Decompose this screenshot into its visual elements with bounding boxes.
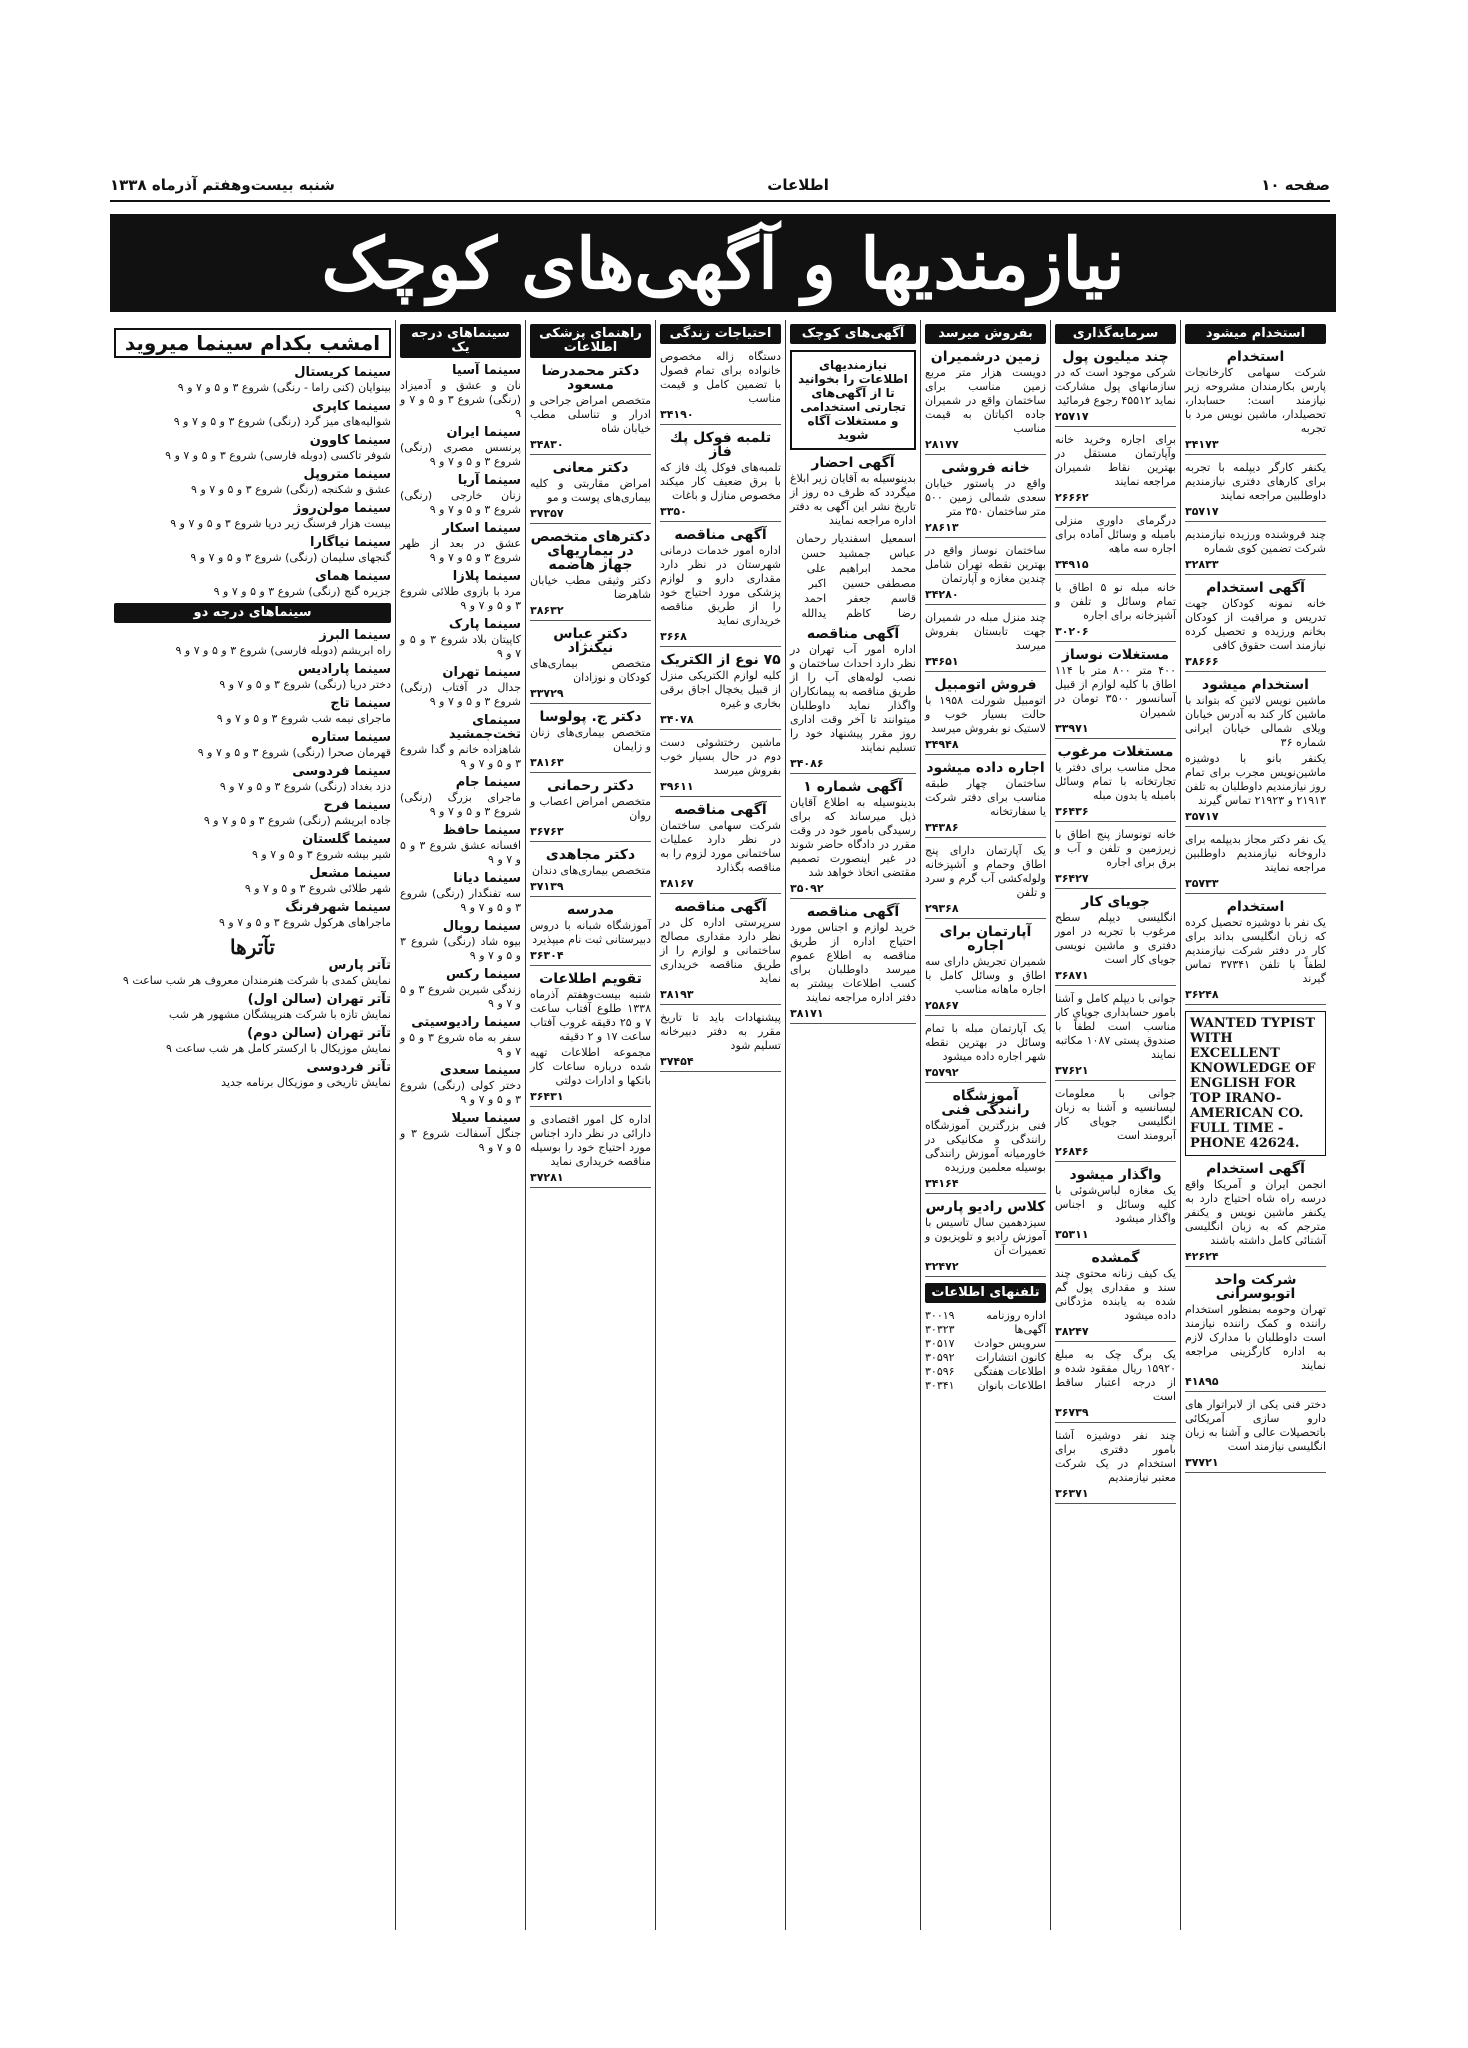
ad-text: تهران وحومه بمنظور استخدام راننده و کمک راننده نیازمند است داوطلبان با مدارک لازم به اداره کارگزینی مراجعه نمایند (1185, 1303, 1326, 1372)
name-item: جمشید (838, 547, 871, 560)
ad-text: ۴۰۰ متر ۸۰۰ متر با ۱۱۴ اطاق با کلیه لوازم از قبیل آسانسور ۳۵۰۰ تومان در شمیران (1055, 664, 1176, 719)
contact-row (925, 1337, 1046, 1351)
cinema-name: سینما مشعل (309, 866, 391, 881)
name-item: حسین (842, 577, 871, 590)
cinema-program: جاده ابریشم (رنگی) شروع ۳ و ۵ و ۷ و ۹ (203, 814, 391, 827)
cinema-program: جزیره گنج (رنگی) شروع ۳ و ۵ و ۷ و ۹ (213, 585, 391, 598)
ad-phone: ۳۶۶۸ (660, 630, 781, 647)
cinema-name: سینما رکس (446, 967, 521, 982)
cinema-name: تآتر تهران (سالن اول) (247, 992, 391, 1007)
ad-text: خانه تونوساز پنج اطاق با زیرزمین و تلفن و آب و برق برای اجاره (1055, 828, 1176, 869)
ad-title: آگهی شماره ۱ (803, 779, 903, 795)
name-item: احمد (804, 592, 827, 605)
ad-text: اداره امور آب تهران در نظر دارد احداث ساختمان و نصب لوله‌های آب را از طریق مناقصه به پیمانکاران واگذار نماید داوطلبان میتوانند تا آخر وقت اداری روز مقرر پیشنهاد خود را تسلیم نمایند (790, 643, 916, 754)
contacts-heading: تلفنهای اطلاعات (925, 1283, 1046, 1303)
cinema-program: بیست هزار فرسنگ زیر دریا شروع ۳ و ۵ و ۷ و ۹ (170, 517, 391, 530)
name-item: عباس (889, 547, 916, 560)
cinema-program: دختر دریا (رنگی) شروع ۳ و ۵ و ۷ و ۹ (219, 678, 391, 691)
ad-phone: ۳۸۱۶۳ (530, 756, 651, 773)
ad-text: متخصص بیماری‌های کودکان و نوزادان (530, 657, 651, 684)
cinema-name: سینما تهران (442, 665, 521, 680)
ad-text: درگرمای داوری منزلی بامبله و وسائل آماده برای اجاره سه ماهه (1055, 514, 1176, 555)
ad-text: دختر فنی یکی از لابراتوار های دارو سازی آمریکائی باتحصیلات عالی و آشنا به زبان انگلیسی نیازمند است (1185, 1398, 1326, 1453)
cinema-program: دختر کولی (رنگی) شروع ۳ و ۵ و ۷ و ۹ (400, 1079, 521, 1106)
ad-text: ماشین نویس لاتین که بتواند با ماشین کار کند به آدرس خیابان ویلای شمالی خیابان ایرانی شماره ۳۶ (1185, 694, 1326, 749)
contact-phone: ۳۰۵۱۷ (925, 1337, 955, 1350)
ad-title: آگهی مناقصه (806, 904, 900, 920)
ad-text: انگلیسی دیپلم سطح مرغوب با تجربه در امور دفتری و ماشین نویسی جویای کار است (1055, 911, 1176, 966)
ad-text: ساختمان چهار طبقه مناسب برای دفتر شرکت یا سفارتخانه (925, 777, 1046, 818)
ad-title: مستغلات نوساز (1061, 647, 1170, 663)
ad-phone: ۳۴۸۳۰ (530, 438, 651, 455)
contact-row (925, 1323, 1046, 1337)
column-1 (1180, 320, 1330, 1930)
contact-row (925, 1379, 1046, 1393)
cinema-name: سینما تاج (330, 696, 391, 711)
ad-phone: ۳۸۶۳۲ (530, 604, 651, 621)
cinema-program: شیر بیشه شروع ۳ و ۵ و ۷ و ۹ (252, 848, 391, 861)
ad-title: دکتر ج. پولوسا (539, 709, 642, 725)
ad-text: یک مغازه لباس‌شوئی با کلیه وسائل و اجناس واگذار میشود (1055, 1184, 1176, 1225)
ad-text: پیشنهادات باید تا تاریخ مقرر به دفتر دبیرخانه تسلیم شود (660, 1011, 781, 1052)
page-number: صفحه ۱۰ (1261, 176, 1330, 194)
cinema-program: کاپیتان بلاد شروع ۳ و ۵ و ۷ و ۹ (400, 633, 522, 660)
ad-title: زمین درشمیران (930, 349, 1041, 365)
masthead-banner: نیازمندیها و آگهی‌های کوچک (110, 214, 1336, 312)
cinema-program: نان و عشق و آدمیزاد (رنگی) شروع ۳ و ۵ و ۷ و ۹ (400, 379, 522, 420)
cinema-name: سینما سعدی (439, 1063, 521, 1078)
ad-title: دکتر رحمانی (547, 778, 634, 794)
callout-box: نیازمندیهای اطلاعات را بخوانید تا از آگهی‌های تجارتی استخدامی و مستغلات آگاه شوید (790, 350, 916, 450)
ad-title: تقویم اطلاعات (539, 971, 642, 987)
ad-title: آپارتمان برای اجاره (939, 924, 1032, 954)
ad-title: شرکت واحد اتوبوسرانی (1214, 1272, 1297, 1302)
ad-text: جوانی با دیپلم کامل و آشنا بامور حسابداری جویای کار مناسب است لطفاً با صندوق پستی ۱۰۸۷ مکاتبه نمایند (1055, 992, 1177, 1061)
ad-text: متخصص بیماری‌های دندان (532, 864, 651, 877)
ad-text: یک نفر دکتر مجاز بدیپلمه برای داروخانه نیازمندیم داوطلبین مراجعه نمایند (1185, 833, 1326, 874)
ad-phone: ۳۶۴۳۶ (1055, 805, 1176, 822)
cinema-name: سینما فردوسی (292, 764, 391, 779)
ad-text: یکنفر کارگر دیپلمه با تجربه برای کارهای دفتری نیازمندیم داوطلبین مراجعه نمایند (1185, 461, 1326, 502)
cinema-program: راه ابریشم (دوبله فارسی) شروع ۳ و ۵ و ۷ و ۹ (175, 644, 391, 657)
ad-text: خانه نمونه کودکان جهت تدریس و مراقبت از کودکان بخانم ورزیده و تحصیل کرده نیازمند است حقوق کافی (1185, 597, 1326, 652)
column-2 (1050, 320, 1180, 1930)
cinema-name: سینما کریستال (294, 365, 391, 380)
ad-phone: ۳۴۹۱۵ (1055, 558, 1176, 575)
ad-text: شرکت سهامی کارخانجات پارس بکارمندان مشروحه زیر نیازمند است: حسابدار، تحصیلدار، ماشین نویس مرد با تجربه (1185, 366, 1326, 435)
name-item: اسفندیار (832, 532, 871, 545)
ad-phone: ۳۴۳۸۶ (925, 821, 1046, 838)
ad-phone: ۴۲۶۲۴ (1185, 1250, 1326, 1267)
name-item: اسمعیل (880, 532, 916, 545)
ad-phone: ۳۴۶۵۱ (925, 655, 1046, 672)
section-heading: بفروش میرسد (925, 324, 1046, 344)
cinema-name: سینما مولن‌روژ (293, 501, 391, 516)
cinema-name: سینما کاپری (312, 399, 391, 414)
ad-text: انجمن ایران و آمریکا واقع درسه راه شاه احتیاج دارد به یکنفر ماشین نویس و یکنفر مترجم که به زبان انگلیسی آشنائی کامل داشته باشند (1185, 1178, 1326, 1247)
ad-phone: ۳۴۱۶۴ (925, 1177, 1046, 1194)
ad-phone: ۲۹۳۶۸ (925, 902, 1046, 919)
ad-title: استخدام میشود (1202, 677, 1309, 693)
cinema-program: دزد بغداد (رنگی) شروع ۳ و ۵ و ۷ و ۹ (219, 780, 391, 793)
ad-title: گمشده (1091, 1250, 1140, 1266)
name-item: کاظم (846, 607, 871, 620)
contact-row (925, 1351, 1046, 1365)
ad-phone: ۳۷۳۵۷ (530, 507, 651, 524)
cinema-name: سینما نیاگارا (310, 535, 391, 550)
ad-phone: ۳۲۸۳۳ (1185, 558, 1326, 575)
ad-title: آگهی استخدام (1206, 1161, 1305, 1177)
cinema-name: سینما جام (455, 775, 521, 790)
ad-text: شمیران تجریش دارای سه اطاق و وسائل کامل با اجاره ماهانه مناسب (925, 955, 1046, 996)
cinema-program: ماجرای بزرگ (رنگی) شروع ۳ و ۵ و ۷ و ۹ (400, 791, 521, 818)
ad-text: چند نفر دوشیزه آشنا بامور دفتری برای استخدام در یک شرکت معتبر نیازمندیم (1055, 1429, 1176, 1484)
ad-text: مجموعه اطلاعات تهیه شده درباره ساعات کار بانکها و ادارات دولتی (530, 1046, 651, 1087)
section-heading: آگهی‌های کوچک (790, 324, 916, 344)
cinema-program: جنگل آسفالت شروع ۳ و ۵ و ۷ و ۹ (400, 1127, 521, 1154)
ad-text: یک برگ چک به مبلغ ۱۵۹۲۰ ریال مفقود شده و از درجه اعتبار ساقط است (1055, 1348, 1176, 1403)
contact-phone: ۳۰۳۲۳ (925, 1323, 955, 1336)
cinema-name: سینما البرز (319, 628, 391, 643)
ad-phone: ۳۶۳۰۴ (530, 949, 651, 966)
ad-title: آگهی مناقصه (674, 899, 767, 915)
ad-text: کلیه لوازم الکتریکی منزل از قبیل یخچال اجاق برقی بخاری و غیره (660, 669, 781, 710)
ad-title: آموزشگاه رانندگی فنی (941, 1088, 1030, 1118)
section-heading: استخدام میشود (1185, 324, 1326, 344)
english-ad: WANTED TYPIST WITH EXCELLENT KNOWLEDGE OF ENGLISH FOR TOP IRANO-AMERICAN CO. FULL TIME - PHONE 42624. (1185, 1011, 1326, 1156)
column-8 (110, 320, 395, 1930)
ad-text: یکنفر بانو با دوشیزه ماشین‌نویس مجرب برای تمام روز نیازمندیم داوطلبان به تلفن ۲۱۹۱۳ و ۲۱۹۲۳ تماس گیرند (1185, 752, 1326, 807)
ad-text: برای اجاره وخرید خانه وآپارتمان مستقل در بهترین نقاط شمیران مراجعه نمایند (1055, 433, 1176, 488)
ad-phone: ۳۴۰۸۶ (790, 757, 916, 774)
issue-date: شنبه بیست‌وهفتم آذرماه ۱۳۳۸ (110, 176, 335, 194)
ad-phone: ۳۶۴۳۱ (530, 1090, 651, 1107)
ad-phone: ۳۳۵۰ (660, 505, 781, 522)
ad-text: دکتر وثیقی مطب خیابان شاهرضا (530, 574, 651, 601)
ad-phone: ۳۴۰۷۸ (660, 713, 781, 730)
contact-row (925, 1309, 1046, 1323)
name-item: قاسم (890, 592, 916, 605)
section-heading: راهنمای پزشکی اطلاعات (530, 324, 651, 358)
ad-text: ساختمان نوساز واقع در بهترین نقطه تهران شامل چندین مغازه و آپارتمان (925, 544, 1046, 585)
ad-title: اجاره داده میشود (926, 760, 1045, 776)
column-3 (920, 320, 1050, 1930)
ad-phone: ۳۴۱۹۰ (660, 408, 781, 425)
ad-text: اتومبیل شورلت ۱۹۵۸ با حالت بسیار خوب و لاستیک نو بفروش میرسد (925, 694, 1046, 735)
ad-text: بدینوسیله به آقایان زیر ابلاغ میگردد که ظرف ده روز از تاریخ نشر این آگهی به دفتر اداره مراجعه نمایند (790, 472, 916, 527)
cinema-program: ماجراهای هرکول شروع ۳ و ۵ و ۷ و ۹ (219, 916, 391, 929)
ad-title: دکتر مجاهدی (545, 847, 636, 863)
cinema-program: شاهزاده خانم و گدا شروع ۳ و ۵ و ۷ و ۹ (400, 743, 521, 770)
cinema-program: زندگی شیرین شروع ۳ و ۵ و ۷ و ۹ (400, 983, 521, 1010)
columns (110, 320, 1330, 1930)
cinema-program: بیوه شاد (رنگی) شروع ۳ و ۵ و ۷ و ۹ (400, 935, 521, 962)
ad-text: یک نفر با دوشیزه تحصیل کرده که زبان انگلیسی بداند برای کار در دفتر شرکت نیازمندیم لطفاً با تلفن ۳۷۳۴۱ تماس گیرند (1185, 916, 1326, 985)
ad-phone: ۲۵۸۶۷ (925, 999, 1046, 1016)
section-heading: سرمایه‌گذاری (1055, 324, 1176, 344)
ad-phone: ۳۴۹۴۸ (925, 738, 1046, 755)
ad-text: اداره امور خدمات درمانی شهرستان در نظر دارد مقداری دارو و لوازم پزشکی مورد احتیاج خود را از طریق مناقصه خریداری نماید (660, 544, 781, 627)
names-list (790, 532, 916, 621)
cinema-name: سینما رویال (442, 919, 521, 934)
ad-text: شنبه بیست‌وهفتم آذرماه ۱۳۳۸ طلوع آفتاب ساعت ۷ و ۲۵ دقیقه غروب آفتاب ساعت ۱۷ و ۲ دقیقه (530, 988, 651, 1043)
name-item: رضا (897, 607, 916, 620)
ad-text: یک آپارتمان دارای پنج اطاق وحمام و آشپزخانه ولوله‌کشی آب گرم و سرد و تلفن (925, 844, 1046, 899)
ad-text: شرکت سهامی ساختمان در نظر دارد عملیات ساختمانی مورد لزوم را به مناقصه بگذارد (660, 819, 781, 874)
ad-text: دستگاه زاله مخصوص خانواده برای تمام فصول با تضمین کامل و قیمت مناسب (660, 350, 781, 405)
ad-text: چند منزل مبله در شمیران جهت تابستان بفروش میرسد (925, 611, 1046, 652)
contact-name: سرویس حوادث (974, 1337, 1046, 1350)
cinema-program: گنجهای سلیمان (رنگی) شروع ۳ و ۵ و ۷ و ۹ (190, 551, 391, 564)
ad-phone: ۳۷۷۲۱ (1185, 1456, 1326, 1473)
ad-phone: ۳۷۲۸۱ (530, 1171, 651, 1188)
ad-phone: ۳۲۴۷۲ (925, 1260, 1046, 1277)
cinema-program: شهر طلائی شروع ۳ و ۵ و ۷ و ۹ (244, 882, 391, 895)
ad-phone: ۳۵۰۹۲ (790, 882, 916, 899)
headline: امشب بکدام سینما میروید (114, 328, 391, 358)
ad-phone: ۳۷۶۲۱ (1055, 1064, 1176, 1081)
contact-name: اطلاعات بانوان (977, 1379, 1046, 1392)
name-item: رحمان (796, 532, 827, 545)
cinema-name: سینما فرح (323, 798, 391, 813)
ad-text: چند فروشنده ورزیده نیازمندیم شرکت تضمین کوی شماره (1185, 528, 1326, 555)
section-heading: احتیاجات زندگی (660, 324, 781, 344)
ad-phone: ۲۸۱۷۷ (925, 438, 1046, 455)
ad-title: واگذار میشود (1069, 1167, 1162, 1183)
ad-phone: ۳۸۲۴۷ (1055, 1325, 1176, 1342)
cinema-name: سینما ایران (446, 425, 521, 440)
cinema-program: مرد با بازوی طلائی شروع ۳ و ۵ و ۷ و ۹ (400, 585, 521, 612)
ad-title: آگهی مناقصه (674, 527, 767, 543)
cinema-name: سینمای تخت‌جمشید (448, 713, 521, 742)
ad-phone: ۳۶۴۲۷ (1055, 872, 1176, 889)
section-heading: سینماهای درجه یک (400, 324, 521, 358)
contact-name: اداره روزنامه (986, 1309, 1046, 1322)
ad-text: جوانی با معلومات لیسانسیه و آشنا به زبان انگلیسی جویای کار آبرومند است (1055, 1087, 1176, 1142)
contact-name: کانون انتشارات (975, 1351, 1046, 1364)
ad-text: بدینوسیله به اطلاع آقایان ذیل میرساند که برای رسیدگی بامور خود در وقت مقرر در دادگاه حاضر شوند در غیر اینصورت تصمیم مقتضی اتخاذ خواهد شد (790, 796, 916, 879)
contact-phone: ۳۰۵۹۲ (925, 1351, 955, 1364)
cinema-program: نمایش تازه با شرکت هنرپیشگان مشهور هر شب (168, 1008, 391, 1021)
ad-phone: ۳۰۲۰۶ (1055, 625, 1176, 642)
ad-title: کلاس رادیو پارس (925, 1199, 1046, 1215)
ad-title: آگهی احضار (811, 455, 895, 471)
cinema-name: سینما سیلا (451, 1111, 521, 1126)
cinema-program: پرنسس مصری (رنگی) شروع ۳ و ۵ و ۷ و ۹ (400, 441, 521, 468)
ad-text: متخصص امراض اعصاب و روان (530, 795, 651, 822)
name-item: جعفر (847, 592, 871, 605)
ad-title: تلمبه فوکل پك فاز (669, 430, 772, 460)
cinema-program: زنان خارجی (رنگی) شروع ۳ و ۵ و ۷ و ۹ (400, 489, 521, 516)
section-heading: تآترها (230, 935, 275, 959)
cinema-name: تآتر پارس (328, 958, 391, 973)
contact-name: آگهی‌ها (1014, 1323, 1046, 1336)
name-item: یدالله (801, 607, 827, 620)
cinema-name: سینما آسیا (452, 363, 521, 378)
ad-title: دکتر محمدرضا مسعود (541, 363, 640, 393)
section-heading: سینماهای درجه دو (114, 603, 391, 623)
ad-text: ماشین رختشوئی دست دوم در حال بسیار خوب بفروش میرسد (660, 736, 781, 777)
cinema-name: سینما گلستان (302, 832, 391, 847)
ad-phone: ۳۶۲۴۸ (1185, 988, 1326, 1005)
page-header (110, 170, 1330, 202)
ad-title: دکترهای متخصص در بیماریهای جهاز هاضمه (530, 529, 651, 573)
cinema-name: سینما آریا (457, 473, 521, 488)
ad-title: آگهی استخدام (1206, 580, 1305, 596)
ad-phone: ۳۵۷۳۳ (1185, 877, 1326, 894)
ad-phone: ۳۵۳۱۱ (1055, 1228, 1176, 1245)
ad-text: آموزشگاه شبانه با دروس دبیرستانی ثبت نام میپذیرد (530, 919, 651, 946)
ad-phone: ۳۵۷۱۷ (1185, 505, 1326, 522)
cinema-program: نمایش تاریخی و موزیکال برنامه جدید (221, 1076, 391, 1089)
cinema-program: جدال در آفتاب (رنگی) شروع ۳ و ۵ و ۷ و ۹ (400, 681, 521, 708)
ad-title: دکتر عباس نیکنژاد (553, 626, 628, 656)
ad-title: خانه فروشی (941, 460, 1030, 476)
cinema-program: سفر به ماه شروع ۳ و ۵ و ۷ و ۹ (400, 1031, 522, 1058)
newspaper-page (110, 170, 1330, 1935)
contact-phone: ۳۰۰۱۹ (925, 1309, 955, 1322)
column-4 (785, 320, 920, 1930)
cinema-program: قهرمان صحرا (رنگی) شروع ۳ و ۵ و ۷ و ۹ (197, 746, 391, 759)
cinema-program: بینوایان (کنی راما - رنگی) شروع ۳ و ۵ و ۷ و ۹ (177, 381, 391, 394)
ad-phone: ۲۶۶۶۲ (1055, 491, 1176, 508)
cinema-name: سینما کاوون (309, 433, 391, 448)
cinema-name: سینما ستاره (311, 730, 391, 745)
contact-phone: ۳۰۳۴۱ (925, 1379, 955, 1392)
ad-title: جویای کار (1081, 894, 1150, 910)
ad-phone: ۲۸۶۱۳ (925, 521, 1046, 538)
cinema-program: عشق در بعد از ظهر شروع ۳ و ۵ و ۷ و ۹ (400, 537, 521, 564)
column-7 (395, 320, 525, 1930)
ad-title: ۷۵ نوع از الکتریک (660, 652, 781, 668)
cinema-program: عشق و شکنجه (رنگی) شروع ۳ و ۵ و ۷ و ۹ (191, 483, 391, 496)
ad-phone: ۳۵۷۱۷ (1185, 810, 1326, 827)
name-item: حسن (801, 547, 827, 560)
contact-phone: ۳۰۵۹۶ (925, 1365, 955, 1378)
ad-text: خرید لوازم و اجناس مورد احتیاج اداره از طریق مناقصه به اطلاع عموم میرسد داوطلبان برای کسب اطلاعات بیشتر به دفتر اداره مراجعه نمایند (790, 921, 916, 1004)
ad-text: یک کیف زنانه محتوی چند سند و مقداری پول گم شده به یابنده مژدگانی داده میشود (1055, 1267, 1176, 1322)
ad-title: استخدام (1226, 899, 1285, 915)
ad-text: محل مناسب برای دفتر یا تجارتخانه با تمام وسائل بامبله یا بدون مبله (1055, 761, 1176, 802)
ad-phone: ۲۶۸۴۶ (1055, 1145, 1176, 1162)
ad-phone: ۳۶۷۳۹ (1055, 1406, 1176, 1423)
contact-row (925, 1365, 1046, 1379)
ad-phone: ۳۵۷۹۲ (925, 1066, 1046, 1083)
cinema-program: افسانه عشق شروع ۳ و ۵ و ۷ و ۹ (400, 839, 521, 866)
cinema-name: سینما پلازا (452, 569, 521, 584)
ad-title: فروش اتومبیل (934, 677, 1037, 693)
cinema-name: سینما حافظ (442, 823, 521, 838)
cinema-name: سینما رادیوسیتی (411, 1015, 521, 1030)
name-item: محمد (890, 562, 916, 575)
paper-name: اطلاعات (767, 176, 829, 194)
ad-title: دکتر معانی (552, 460, 629, 476)
ad-phone: ۳۷۴۵۴ (660, 1055, 781, 1072)
cinema-program: شوفر تاکسی (دوبله فارسی) شروع ۳ و ۵ و ۷ و ۹ (165, 449, 391, 462)
cinema-name: سینما متروپل (303, 467, 391, 482)
name-item: مصطفی (876, 577, 916, 590)
ad-phone: ۳۹۶۱۱ (660, 780, 781, 797)
ad-phone: ۳۴۲۸۰ (925, 588, 1046, 605)
ad-phone: ۳۸۱۹۳ (660, 988, 781, 1005)
ad-text: اداره کل امور اقتصادی و دارائی در نظر دارد اجناس مورد احتیاج خود را بوسیله مناقصه خریداری نماید (530, 1113, 651, 1168)
cinema-name: سینما شهرفرنگ (285, 900, 391, 915)
ad-phone: ۲۵۷۱۷ (1055, 410, 1176, 427)
cinema-name: سینما پارادیس (297, 662, 391, 677)
ad-title: استخدام (1226, 349, 1285, 365)
ad-phone: ۳۶۷۶۳ (530, 825, 651, 842)
ad-text: متخصص امراض جراحی و ادرار و تناسلی مطب خیابان شاه (530, 394, 651, 435)
ad-phone: ۳۳۹۷۱ (1055, 722, 1176, 739)
ad-text: دویست هزار متر مربع زمین مناسب برای ساختمان واقع در شمیران جاده اکباتان به قیمت مناسب (925, 366, 1046, 435)
ad-phone: ۳۸۶۶۶ (1185, 655, 1326, 672)
ad-phone: ۳۶۳۷۱ (1055, 1487, 1176, 1504)
ad-title: چند میلیون پول (1062, 349, 1169, 365)
contacts-list (925, 1309, 1046, 1393)
name-item: اکبر (808, 577, 827, 590)
cinema-name: سینما همای (314, 569, 391, 584)
cinema-name: سینما دیانا (453, 871, 521, 886)
ad-text: سیزدهمین سال تاسیس با آموزش رادیو و تلویزیون و تعمیرات آن (925, 1216, 1046, 1257)
ad-phone: ۳۸۱۷۱ (790, 1007, 916, 1024)
ad-text: یک آپارتمان مبله با تمام وسائل در بهترین نقطه شهر اجاره داده میشود (925, 1022, 1046, 1063)
ad-text: واقع در پاستور خیابان سعدی شمالی زمین ۵۰۰ متر ساختمان ۳۵۰ متر (925, 477, 1046, 518)
ad-phone: ۳۸۱۶۷ (660, 877, 781, 894)
ad-text: امراض مقاربتی و کلیه بیماری‌های پوست و مو (530, 477, 651, 504)
cinema-program: نمایش موزیکال با ارکستر کامل هر شب ساعت ۹ (166, 1042, 391, 1055)
name-item: علی (806, 562, 827, 575)
ad-title: آگهی مناقصه (806, 626, 900, 642)
ad-phone: ۳۷۱۳۹ (530, 880, 651, 897)
ad-text: فنی بزرگترین آموزشگاه رانندگی و مکانیکی در خاورمیانه آموزش رانندگی بوسیله معلمین ورزیده (925, 1119, 1046, 1174)
ad-phone: ۴۱۸۹۵ (1185, 1375, 1326, 1392)
ad-phone: ۳۴۱۷۳ (1185, 438, 1326, 455)
column-6 (525, 320, 655, 1930)
ad-text: خانه مبله نو ۵ اطاق با تمام وسائل و تلفن و آشپزخانه برای اجاره (1055, 581, 1176, 622)
name-item: ابراهیم (839, 562, 871, 575)
ad-title: مستغلات مرغوب (1057, 744, 1174, 760)
ad-title: آگهی مناقصه (674, 802, 767, 818)
cinema-name: سینما اسکار (442, 521, 521, 536)
ad-phone: ۳۶۸۷۱ (1055, 969, 1176, 986)
cinema-program: نمایش کمدی با شرکت هنرمندان معروف هر شب ساعت ۹ (122, 974, 391, 987)
cinema-program: سه تفنگدار (رنگی) شروع ۳ و ۵ و ۷ و ۹ (400, 887, 521, 914)
ad-phone: ۳۳۷۲۹ (530, 687, 651, 704)
cinema-name: سینما پارک (448, 617, 521, 632)
column-5 (655, 320, 785, 1930)
cinema-name: تآتر فردوسی (306, 1060, 391, 1075)
ad-text: شرکی موجود است که در سازمانهای پول مشارکت نماید ۴۵۵۱۲ رجوع فرمائید (1055, 366, 1176, 407)
ad-text: متخصص بیماری‌های زنان و زایمان (530, 726, 651, 753)
cinema-name: تآتر تهران (سالن دوم) (247, 1026, 391, 1041)
cinema-program: ماجرای نیمه شب شروع ۳ و ۵ و ۷ و ۹ (216, 712, 391, 725)
cinema-program: شوالیه‌های میز گرد (رنگی) شروع ۳ و ۵ و ۷ و ۹ (173, 415, 391, 428)
contact-name: اطلاعات هفتگی (973, 1365, 1046, 1378)
ad-text: تلمبه‌های فوکل پك فاز که با برق ضعیف کار میکند مخصوص منازل و باغات (660, 461, 781, 502)
ad-title: مدرسه (566, 902, 615, 918)
ad-text: سرپرستی اداره کل در نظر دارد مقداری مصالح ساختمانی و لوازم را از طریق مناقصه خریداری نماید (660, 916, 781, 985)
